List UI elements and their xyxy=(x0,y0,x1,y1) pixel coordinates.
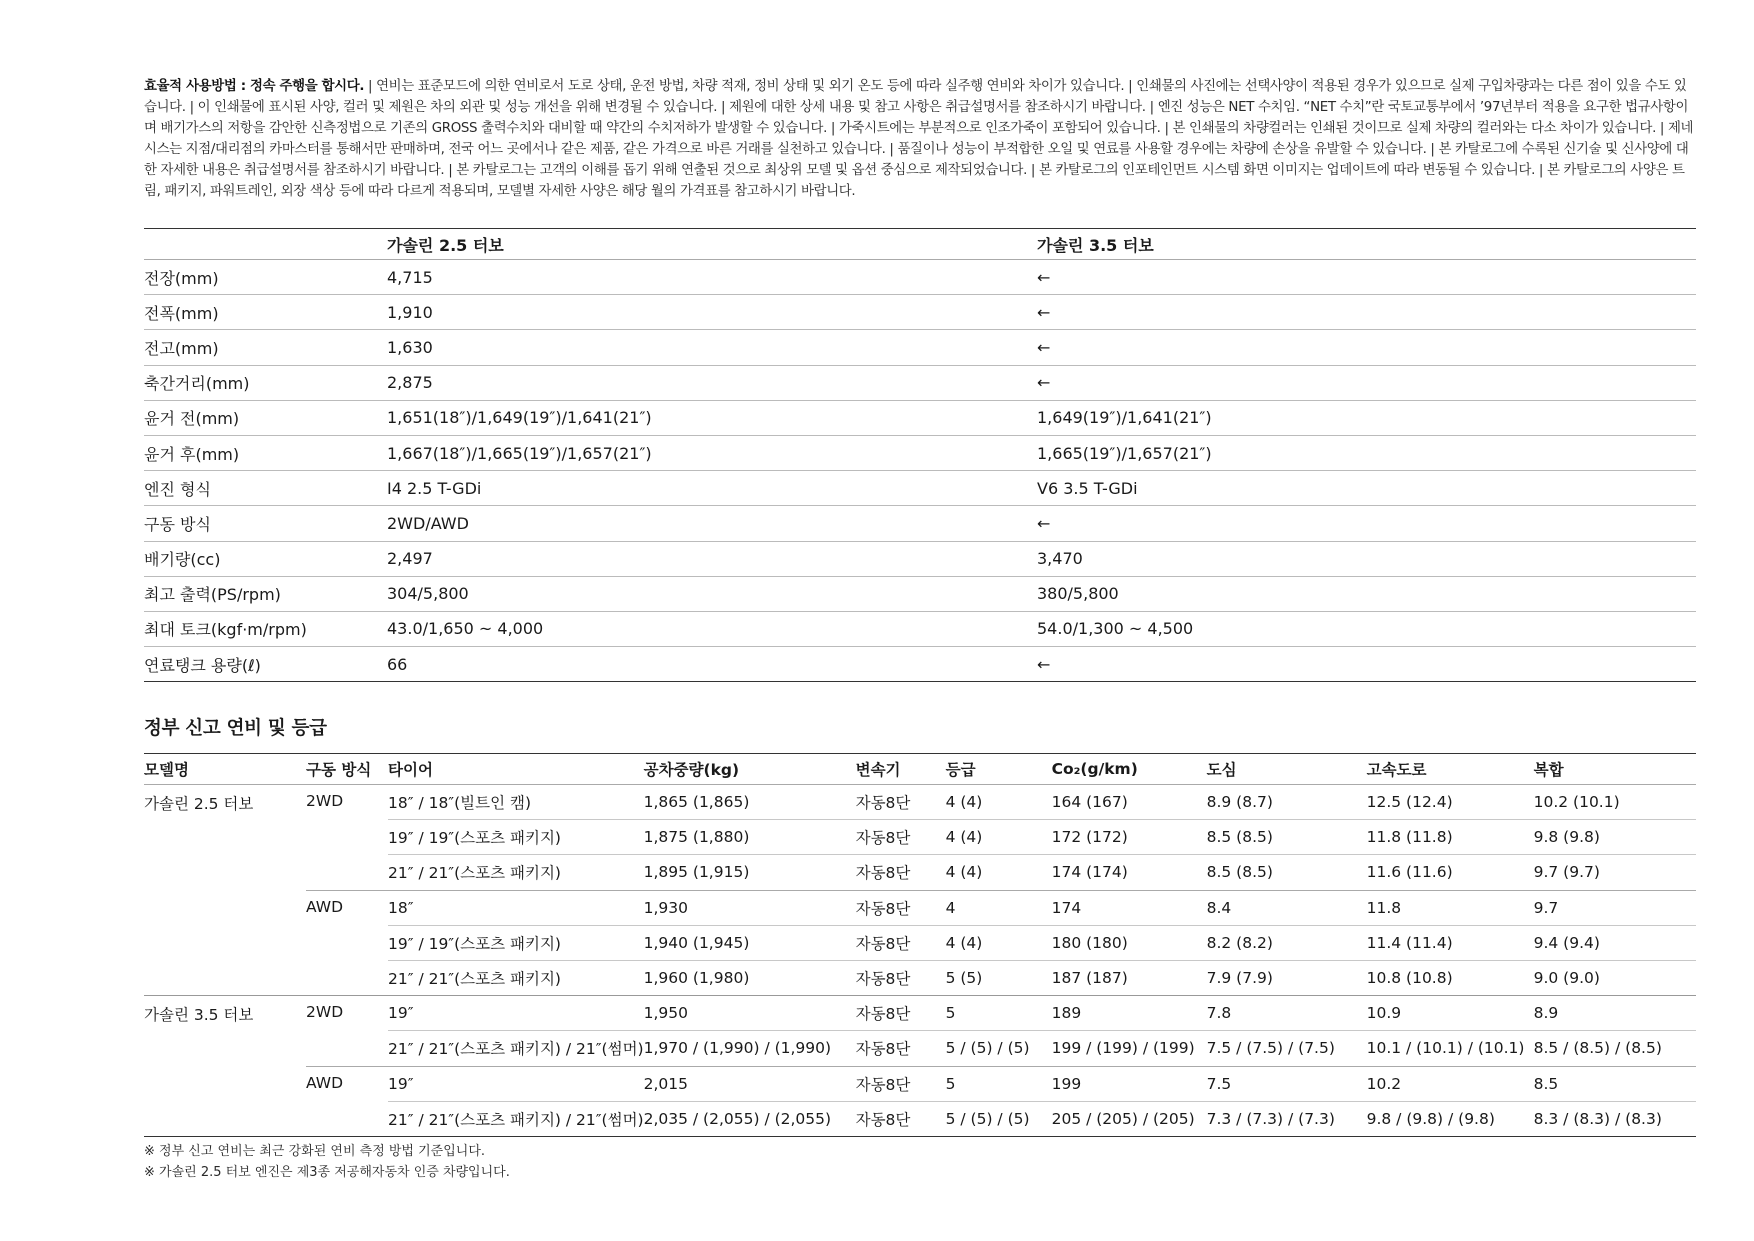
fuel-cell: 자동8단 xyxy=(856,855,946,890)
fuel-cell: 199 xyxy=(1052,1066,1207,1101)
fuel-cell: 19″ / 19″(스포츠 패키지) xyxy=(388,925,644,960)
fuel-header-cell: Co₂(g/km) xyxy=(1051,760,1138,778)
fuel-table xyxy=(144,753,1696,1137)
fuel-cell: 189 xyxy=(1052,996,1207,1031)
fuel-cell: 199 / (199) / (199) xyxy=(1052,1031,1207,1066)
fuel-cell: 1,930 xyxy=(644,890,856,925)
spec-label: 최고 출력(PS/rpm) xyxy=(144,585,281,605)
fuel-cell: 자동8단 xyxy=(856,785,946,820)
footnote: ※ 정부 신고 연비는 최근 강화된 연비 측정 방법 기준입니다. xyxy=(144,1144,486,1159)
notice-text: | 연비는 표준모드에 의한 연비로서 도로 상태, 운전 방법, 차량 적재, 정비 상태 및 외기 온도 등에 따라 실주행 연비와 차이가 있습니다. | 인쇄물의 사진에는 선택사양이 적용된 경우가 있으므로 실제 구입차량과는 다른 점이 있을 수도 있습니다. | 이 인쇄물에 표시된 사양, 컬러 및 제원은 차의 외관 및 성능 개선을 위해 변경될 수 있습니다. | 제원에 대한 상세 내용 및 참고 사항은 취급설명서를 참조하시기 바랍니다. | 엔진 성능은 NET 수치임. “NET 수치”란 국토교통부에서 ’97년부터 적용을 요구한 법규사항이며 배기가스의 저항을 감안한 신측정법으로 기존의 GROSS 출력수치와 대비할 때 약간의 수치저하가 발생할 수 있습니다. | 가죽시트에는 부분적으로 인조가죽이 포함되어 있습니다. | 본 인쇄물의 차량컬러는 인쇄된 것이므로 실제 차량의 컬러와는 다소 차이가 있습니다. | 제네시스는 지점/대리점의 카마스터를 통해서만 판매하며, 전국 어느 곳에서나 같은 제품, 같은 가격으로 바른 거래를 실천하고 있습니다. | 품질이나 성능이 부적합한 오일 및 연료를 사용할 경우에는 차량에 손상을 유발할 수 있습니다. | 본 카탈로그에 수록된 신기술 및 신사양에 대한 자세한 내용은 취급설명서를 참조하시기 바랍니다. | 본 카탈로그는 고객의 이해를 돕기 위해 연출된 것으로 최상위 모델 및 옵션 중심으로 제작되었습니다. | 본 카탈로그의 인포테인먼트 시스템 화면 이미지는 업데이트에 따라 변동될 수 있습니다. | 본 카탈로그의 사양은 트림, 패키지, 파워트레인, 외장 색상 등에 따라 다르게 적용되며, 모델별 자세한 사양은 해당 월의 가격표를 참고하시기 바랍니다. xyxy=(144,79,1694,199)
fuel-drive-type: AWD xyxy=(306,1066,388,1136)
fuel-header-cell: 고속도로 xyxy=(1366,761,1427,779)
fuel-cell: 10.2 xyxy=(1367,1066,1534,1101)
fuel-cell: 5 (5) xyxy=(946,960,1052,995)
spec-label: 전고(mm) xyxy=(144,338,219,358)
fuel-cell: 174 xyxy=(1052,890,1207,925)
spec-header-row xyxy=(144,229,1696,260)
fuel-model-name: 가솔린 2.5 터보 xyxy=(144,785,306,996)
fuel-header-cell: 도심 xyxy=(1206,761,1237,779)
footnote: ※ 가솔린 2.5 터보 엔진은 제3종 저공해자동차 인증 차량입니다. xyxy=(144,1165,510,1180)
spec-value: 2WD/AWD xyxy=(387,513,469,533)
fuel-cell: 1,960 (1,980) xyxy=(644,960,856,995)
spec-table-body xyxy=(144,260,1696,682)
spec-value: I4 2.5 T-GDi xyxy=(387,478,482,498)
fuel-cell: 1,895 (1,915) xyxy=(644,855,856,890)
fuel-cell: 10.8 (10.8) xyxy=(1367,960,1534,995)
spec-value: 1,665(19″)/1,657(21″) xyxy=(1037,443,1212,463)
spec-row xyxy=(144,541,1696,576)
spec-value: 1,651(18″)/1,649(19″)/1,641(21″) xyxy=(387,408,652,428)
fuel-cell: 8.5 (8.5) xyxy=(1207,855,1367,890)
spec-label: 최대 토크(kgf·m/rpm) xyxy=(144,620,307,640)
fuel-cell: 9.0 (9.0) xyxy=(1534,960,1696,995)
footnotes xyxy=(144,1141,510,1183)
fuel-cell: 21″ / 21″(스포츠 패키지) xyxy=(388,960,644,995)
fuel-cell: 9.8 (9.8) xyxy=(1534,820,1696,855)
fuel-cell: 8.3 / (8.3) / (8.3) xyxy=(1534,1101,1696,1136)
fuel-header-cell: 등급 xyxy=(945,761,976,779)
spec-row xyxy=(144,576,1696,611)
notice-lead: 효율적 사용방법 : 정속 주행을 합시다. xyxy=(144,79,365,95)
spec-value: 54.0/1,300 ~ 4,500 xyxy=(1037,619,1194,639)
fuel-drive-type: AWD xyxy=(306,890,388,996)
spec-table xyxy=(144,228,1696,682)
fuel-cell: 4 xyxy=(946,890,1052,925)
spec-label: 전장(mm) xyxy=(144,268,219,288)
fuel-cell: 자동8단 xyxy=(856,925,946,960)
fuel-cell: 1,865 (1,865) xyxy=(644,785,856,820)
fuel-cell: 180 (180) xyxy=(1052,925,1207,960)
fuel-cell: 자동8단 xyxy=(856,1066,946,1101)
spec-label: 윤거 후(mm) xyxy=(144,444,240,464)
spec-row xyxy=(144,506,1696,541)
fuel-row xyxy=(144,1066,1696,1101)
fuel-cell: 5 xyxy=(946,1066,1052,1101)
spec-label: 윤거 전(mm) xyxy=(144,409,240,429)
fuel-cell: 자동8단 xyxy=(856,890,946,925)
fuel-cell: 9.7 xyxy=(1534,890,1696,925)
spec-value: 1,649(19″)/1,641(21″) xyxy=(1037,408,1212,428)
spec-value: 380/5,800 xyxy=(1037,584,1119,604)
fuel-cell: 4 (4) xyxy=(946,925,1052,960)
fuel-cell: 7.5 / (7.5) / (7.5) xyxy=(1207,1031,1367,1066)
fuel-cell: 5 / (5) / (5) xyxy=(946,1101,1052,1136)
fuel-cell: 9.7 (9.7) xyxy=(1534,855,1696,890)
fuel-cell: 21″ / 21″(스포츠 패키지) / 21″(썸머) xyxy=(388,1031,644,1066)
fuel-cell: 자동8단 xyxy=(856,960,946,995)
fuel-cell: 4 (4) xyxy=(946,820,1052,855)
fuel-header-cell: 구동 방식 xyxy=(306,761,372,779)
fuel-cell: 7.9 (7.9) xyxy=(1207,960,1367,995)
fuel-cell: 1,950 xyxy=(644,996,856,1031)
spec-row xyxy=(144,330,1696,365)
fuel-cell: 11.8 xyxy=(1367,890,1534,925)
spec-value: V6 3.5 T-GDi xyxy=(1037,478,1138,498)
fuel-row xyxy=(144,996,1696,1031)
fuel-cell: 5 / (5) / (5) xyxy=(946,1031,1052,1066)
spec-label: 배기량(cc) xyxy=(144,550,221,570)
fuel-cell: 자동8단 xyxy=(856,1031,946,1066)
spec-value: 1,667(18″)/1,665(19″)/1,657(21″) xyxy=(387,443,652,463)
fuel-cell: 19″ xyxy=(388,1066,644,1101)
fuel-cell: 4 (4) xyxy=(946,855,1052,890)
spec-row xyxy=(144,611,1696,646)
spec-value: 2,497 xyxy=(387,549,433,569)
spec-value: ← xyxy=(1037,373,1051,393)
fuel-table-body xyxy=(144,785,1696,1137)
fuel-cell: 10.1 / (10.1) / (10.1) xyxy=(1367,1031,1534,1066)
fuel-cell: 4 (4) xyxy=(946,785,1052,820)
fuel-row xyxy=(144,890,1696,925)
spec-value: ← xyxy=(1037,337,1051,357)
fuel-cell: 8.2 (8.2) xyxy=(1207,925,1367,960)
fuel-cell: 19″ / 19″(스포츠 패키지) xyxy=(388,820,644,855)
fuel-header-cell: 복합 xyxy=(1533,761,1564,779)
fuel-model-name: 가솔린 3.5 터보 xyxy=(144,996,306,1137)
spec-row xyxy=(144,400,1696,435)
spec-value: ← xyxy=(1037,654,1051,674)
fuel-cell: 18″ / 18″(빌트인 캠) xyxy=(388,785,644,820)
spec-row xyxy=(144,471,1696,506)
spec-row xyxy=(144,295,1696,330)
fuel-cell: 1,875 (1,880) xyxy=(644,820,856,855)
spec-row xyxy=(144,647,1696,682)
fuel-header-row xyxy=(144,754,1696,785)
fuel-cell: 1,940 (1,945) xyxy=(644,925,856,960)
fuel-header-cell: 공차중량(kg) xyxy=(643,761,740,779)
fuel-cell: 5 xyxy=(946,996,1052,1031)
spec-value: 1,630 xyxy=(387,337,433,357)
fuel-cell: 자동8단 xyxy=(856,820,946,855)
spec-label: 전폭(mm) xyxy=(144,303,219,323)
fuel-cell: 7.8 xyxy=(1207,996,1367,1031)
fuel-cell: 8.9 xyxy=(1534,996,1696,1031)
fuel-cell: 172 (172) xyxy=(1052,820,1207,855)
fuel-drive-type: 2WD xyxy=(306,785,388,891)
fuel-cell: 자동8단 xyxy=(856,996,946,1031)
spec-header-label xyxy=(144,229,387,260)
fuel-header-cell: 타이어 xyxy=(388,761,433,779)
fuel-cell: 10.9 xyxy=(1367,996,1534,1031)
fuel-cell: 11.4 (11.4) xyxy=(1367,925,1534,960)
spec-value: 304/5,800 xyxy=(387,584,469,604)
fuel-section-title: 정부 신고 연비 및 등급 xyxy=(144,718,327,739)
spec-label: 구동 방식 xyxy=(144,514,211,534)
fuel-cell: 205 / (205) / (205) xyxy=(1052,1101,1207,1136)
spec-value: ← xyxy=(1037,513,1051,533)
spec-value: ← xyxy=(1037,267,1051,287)
spec-label: 엔진 형식 xyxy=(144,479,211,499)
spec-row xyxy=(144,260,1696,295)
fuel-cell: 164 (167) xyxy=(1052,785,1207,820)
notice-paragraph xyxy=(144,77,1696,202)
fuel-cell: 19″ xyxy=(388,996,644,1031)
fuel-header-cell: 변속기 xyxy=(855,761,901,779)
fuel-cell: 8.5 / (8.5) / (8.5) xyxy=(1534,1031,1696,1066)
fuel-row xyxy=(144,785,1696,820)
fuel-cell: 자동8단 xyxy=(856,1101,946,1136)
fuel-cell: 9.8 / (9.8) / (9.8) xyxy=(1367,1101,1534,1136)
spec-value: 4,715 xyxy=(387,267,433,287)
fuel-cell: 2,035 / (2,055) / (2,055) xyxy=(644,1101,856,1136)
fuel-cell: 18″ xyxy=(388,890,644,925)
fuel-cell: 2,015 xyxy=(644,1066,856,1101)
fuel-cell: 10.2 (10.1) xyxy=(1534,785,1696,820)
fuel-cell: 8.9 (8.7) xyxy=(1207,785,1367,820)
spec-label: 연료탱크 용량(ℓ) xyxy=(144,655,261,675)
spec-row xyxy=(144,435,1696,470)
fuel-cell: 11.8 (11.8) xyxy=(1367,820,1534,855)
fuel-cell: 7.3 / (7.3) / (7.3) xyxy=(1207,1101,1367,1136)
fuel-cell: 8.5 (8.5) xyxy=(1207,820,1367,855)
fuel-cell: 12.5 (12.4) xyxy=(1367,785,1534,820)
fuel-cell: 9.4 (9.4) xyxy=(1534,925,1696,960)
fuel-cell: 8.5 xyxy=(1534,1066,1696,1101)
spec-header-35t: 가솔린 3.5 터보 xyxy=(1037,235,1154,255)
fuel-header-cell: 모델명 xyxy=(144,761,189,779)
fuel-cell: 8.4 xyxy=(1207,890,1367,925)
spec-value: 1,910 xyxy=(387,302,433,322)
fuel-cell: 11.6 (11.6) xyxy=(1367,855,1534,890)
spec-header-25t: 가솔린 2.5 터보 xyxy=(387,235,504,255)
fuel-cell: 21″ / 21″(스포츠 패키지) / 21″(썸머) xyxy=(388,1101,644,1136)
fuel-drive-type: 2WD xyxy=(306,996,388,1066)
spec-value: 2,875 xyxy=(387,373,433,393)
spec-label: 축간거리(mm) xyxy=(144,374,250,394)
spec-value: 66 xyxy=(387,654,408,674)
spec-value: 43.0/1,650 ~ 4,000 xyxy=(387,619,544,639)
fuel-cell: 174 (174) xyxy=(1052,855,1207,890)
spec-value: 3,470 xyxy=(1037,549,1083,569)
fuel-cell: 187 (187) xyxy=(1052,960,1207,995)
spec-value: ← xyxy=(1037,302,1051,322)
fuel-cell: 1,970 / (1,990) / (1,990) xyxy=(644,1031,856,1066)
fuel-cell: 21″ / 21″(스포츠 패키지) xyxy=(388,855,644,890)
spec-row xyxy=(144,365,1696,400)
fuel-cell: 7.5 xyxy=(1207,1066,1367,1101)
